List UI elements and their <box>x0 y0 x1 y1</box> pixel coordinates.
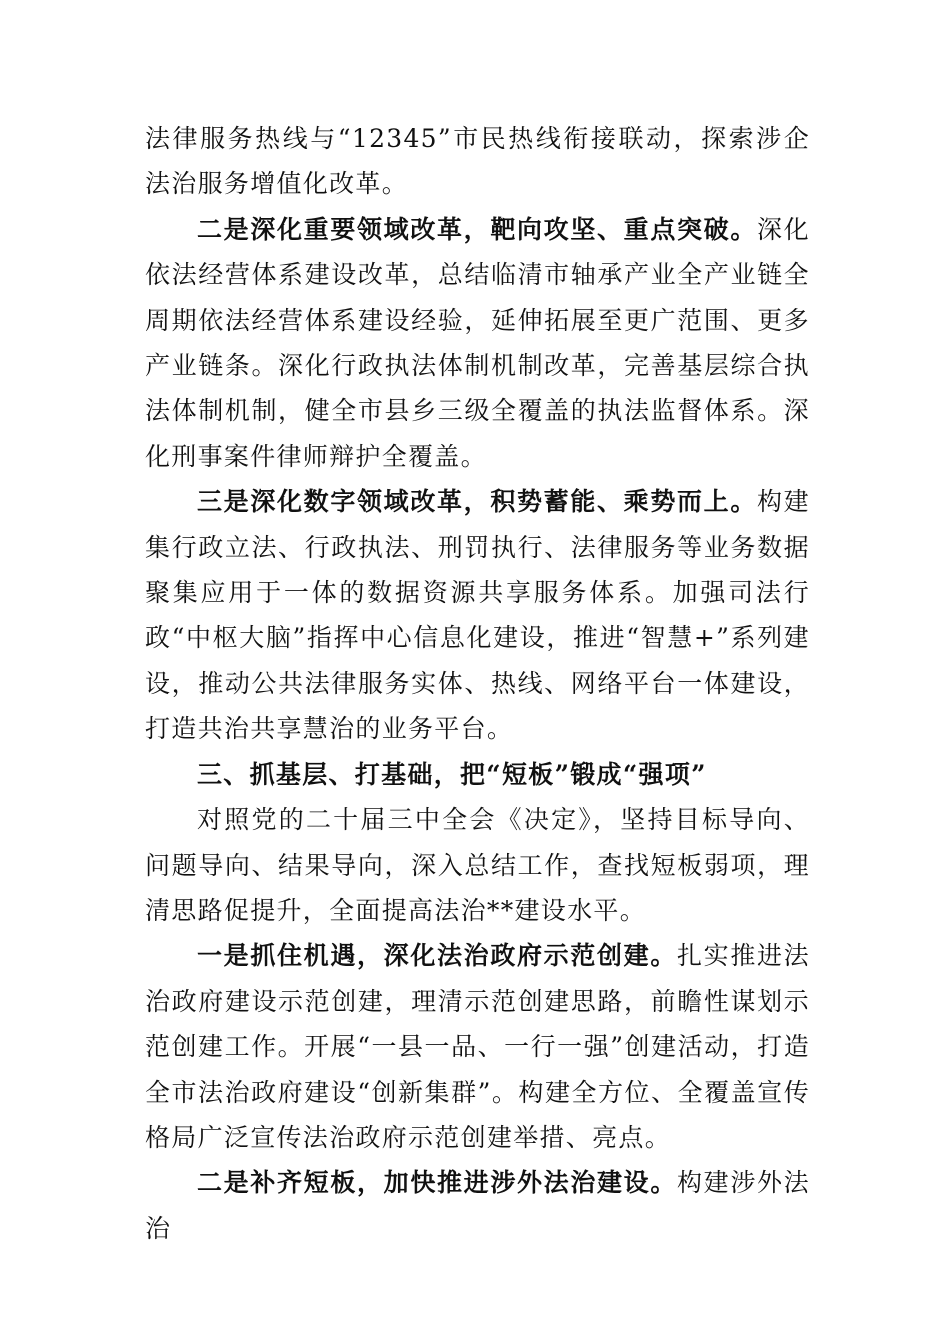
paragraph-intro <box>145 797 810 933</box>
paragraph-lead-sentence: 二是补齐短板，加快推进涉外法治建设。 <box>197 1168 678 1198</box>
paragraph-lead-sentence: 二是深化重要领域改革，靶向攻坚、重点突破。 <box>197 214 758 244</box>
paragraph-deepen-digital <box>145 479 810 751</box>
paragraph-text: 法律服务热线与“12345”市民热线衔接联动，探索涉企法治服务增值化改革。 <box>145 124 810 199</box>
paragraph-text: 构建涉外法治 <box>145 1168 810 1243</box>
paragraph-deepen-key-areas <box>145 207 810 479</box>
section-heading-3: 三、抓基层、打基础，把“短板”锻成“强项” <box>197 759 707 789</box>
paragraph-text: 对照党的二十届三中全会《决定》，坚持目标导向、问题导向、结果导向，深入总结工作，查找短板弱项，理清思路促提升，全面提高法治**建设水平。 <box>145 805 810 925</box>
paragraph-demonstration <box>145 933 810 1160</box>
paragraph-text: 扎实推进法治政府建设示范创建，理清示范创建思路，前瞻性谋划示范创建工作。开展“一县一品、一行一强”创建活动，打造全市法治政府建设“创新集群”。构建全方位、全覆盖宣传格局广泛宣传法治政府示范创建举措、亮点。 <box>145 941 810 1152</box>
paragraph-lead-sentence: 一是抓住机遇，深化法治政府示范创建。 <box>197 941 678 971</box>
paragraph-text: 构建集行政立法、行政执法、刑罚执行、法律服务等业务数据聚集应用于一体的数据资源共享服务体系。加强司法行政“中枢大脑”指挥中心信息化建设，推进“智慧+”系列建设，推动公共法律服务实体、热线、网络平台一体建设，打造共治共享慧治的业务平台。 <box>145 487 810 744</box>
document-body <box>145 116 810 1251</box>
paragraph-foreign-rule-of-law <box>145 1160 810 1251</box>
paragraph-text: 深化依法经营体系建设改革，总结临清市轴承产业全产业链全周期依法经营体系建设经验，延伸拓展至更广范围、更多产业链条。深化行政执法体制机制改革，完善基层综合执法体制机制，健全市县乡三级全覆盖的执法监督体系。深化刑事案件律师辩护全覆盖。 <box>145 214 810 471</box>
paragraph-continuation <box>145 116 810 207</box>
paragraph-lead-sentence: 三是深化数字领域改革，积势蓄能、乘势而上。 <box>197 487 758 517</box>
